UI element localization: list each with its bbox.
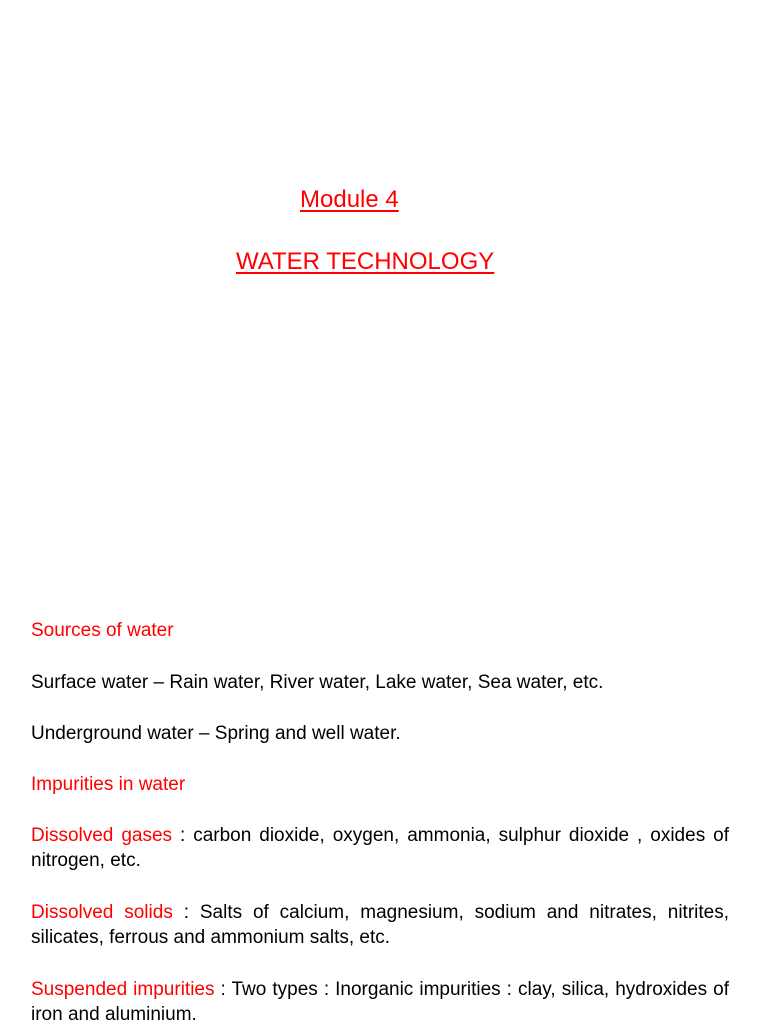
sources-heading: Sources of water [31,620,174,641]
suspended-impurities-paragraph [31,977,729,1027]
dissolved-gases-paragraph [31,823,729,873]
suspended-impurities-text: : Two types : Inorganic impurities : clay, silica, hydroxides of iron and aluminium. [31,979,730,1025]
impurities-heading: Impurities in water [31,774,186,795]
dissolved-solids-term: Dissolved solids [31,902,173,923]
dissolved-solids-paragraph [31,900,729,950]
dissolved-gases-term: Dissolved gases [31,825,173,846]
surface-water-line: Surface water – Rain water, River water, Lake water, Sea water, etc. [31,672,604,693]
suspended-impurities-term: Suspended impurities [31,979,215,1000]
module-title: Module 4 [300,186,399,213]
dissolved-solids-text: : Salts of calcium, magnesium, sodium and nitrates, nitrites, silicates, ferrous and ammonium salts, etc. [31,902,729,948]
dissolved-gases-text: : carbon dioxide, oxygen, ammonia, sulphur dioxide , oxides of nitrogen, etc. [31,825,729,871]
underground-water-line: Underground water – Spring and well water. [31,723,401,744]
document-title: WATER TECHNOLOGY [236,248,495,275]
